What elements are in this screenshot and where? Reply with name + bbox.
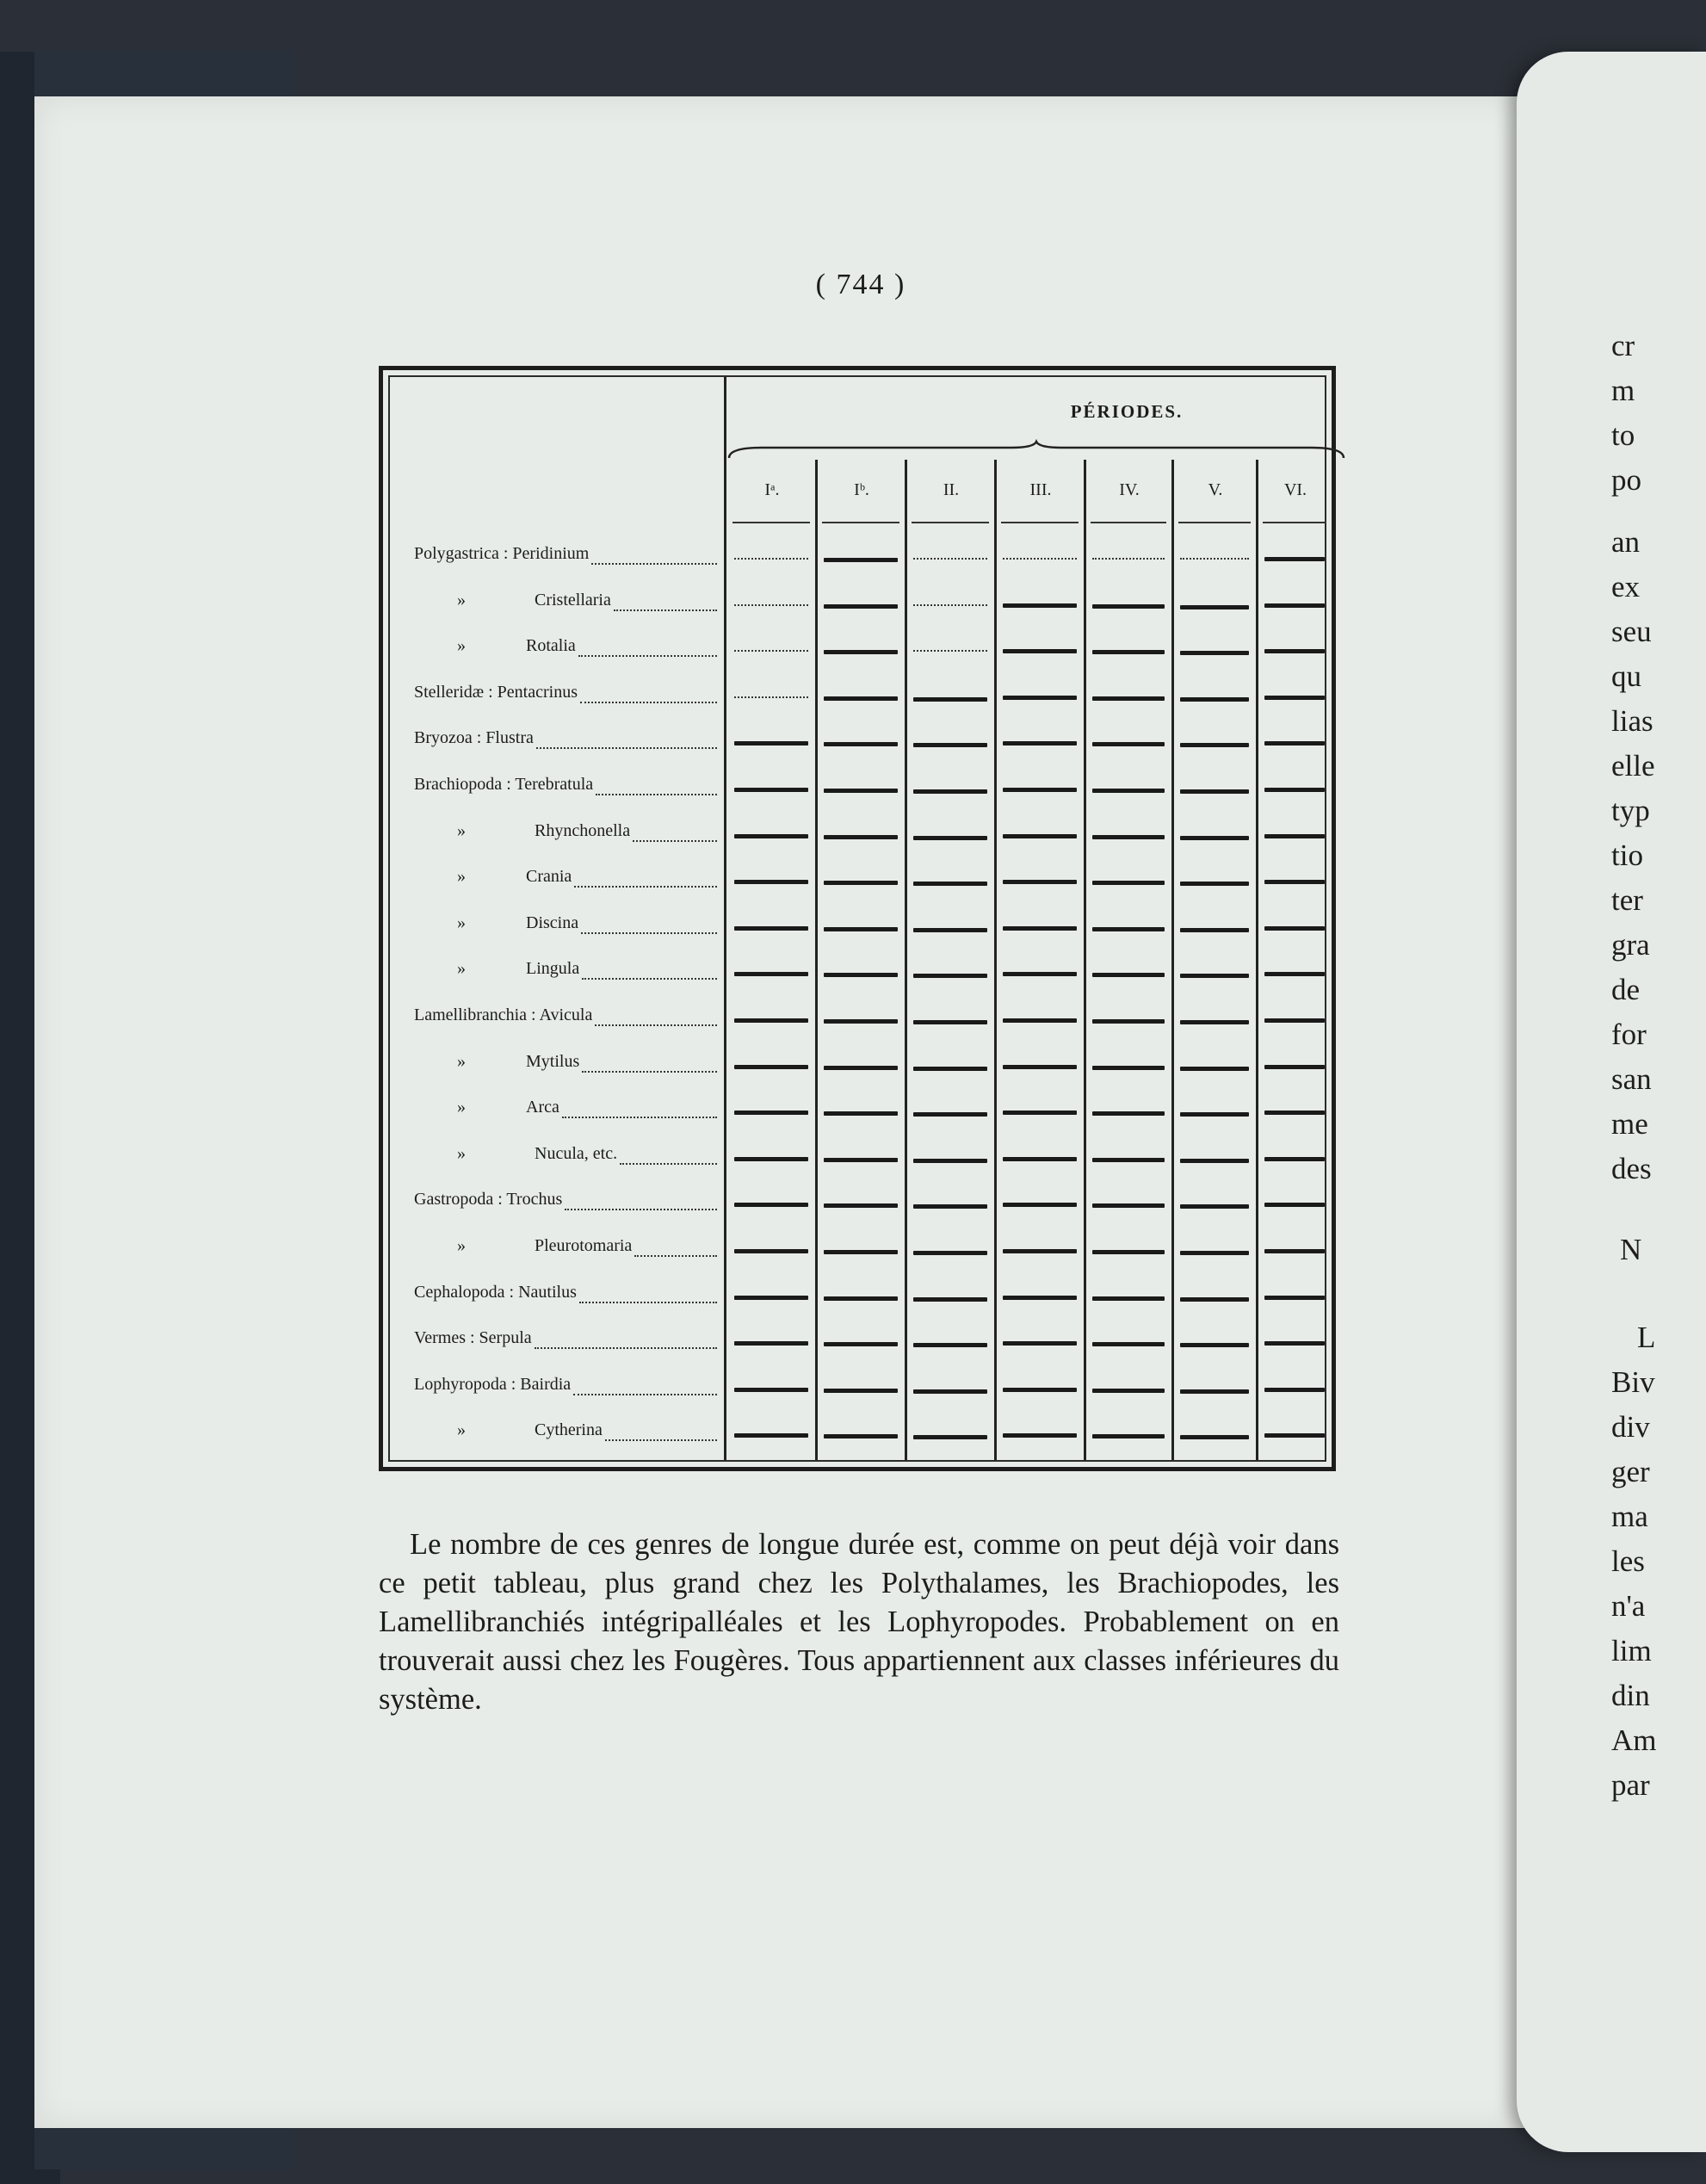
presence-dash xyxy=(1003,1388,1077,1392)
label-column-divider xyxy=(724,377,726,1460)
presence-dash xyxy=(734,1157,808,1161)
facing-page-fragment: de xyxy=(1611,973,1641,1006)
facing-page-fragment: tio xyxy=(1611,838,1643,872)
genus-name-text: Mytilus xyxy=(526,1051,580,1071)
genus-row-label xyxy=(414,867,717,893)
presence-dash xyxy=(1092,1389,1165,1393)
presence-dash xyxy=(824,1296,898,1301)
presence-dash xyxy=(1180,1067,1249,1071)
genus-row-label xyxy=(414,1283,717,1309)
presence-dash xyxy=(1180,605,1249,609)
ditto-mark: » xyxy=(457,867,466,887)
period-column-divider xyxy=(1256,460,1258,1460)
presence-dash xyxy=(913,789,987,794)
presence-dash xyxy=(1180,743,1249,747)
presence-dash xyxy=(1264,603,1325,608)
facing-page-fragment: lim xyxy=(1611,1634,1652,1667)
presence-dash xyxy=(824,1066,898,1070)
presence-dash xyxy=(1264,649,1325,653)
presence-dash xyxy=(1092,1066,1165,1070)
genus-name xyxy=(414,1236,632,1256)
dot-leader xyxy=(581,931,717,934)
presence-dash xyxy=(1180,1435,1249,1439)
period-column-header: IV. xyxy=(1119,480,1140,499)
dot-leader xyxy=(535,1346,717,1349)
ditto-mark: » xyxy=(457,913,466,932)
presence-dash xyxy=(1003,1433,1077,1438)
presence-dash xyxy=(734,1065,808,1069)
period-column-header: III. xyxy=(1029,480,1052,499)
presence-dash xyxy=(1264,1296,1325,1300)
facing-page-fragment: po xyxy=(1611,463,1641,497)
presence-dash xyxy=(1264,1157,1325,1161)
presence-dash xyxy=(913,836,987,840)
genus-row-label xyxy=(414,1420,717,1446)
facing-page-fragment: L xyxy=(1637,1321,1656,1354)
presence-dash xyxy=(913,974,987,978)
period-column-header: V. xyxy=(1208,480,1223,499)
presence-dash xyxy=(1180,1112,1249,1117)
facing-page-fragment: ter xyxy=(1611,883,1643,917)
header-rule xyxy=(1091,522,1166,523)
facing-page-fragment: Am xyxy=(1611,1723,1657,1757)
presence-dash xyxy=(734,741,808,746)
genus-name xyxy=(414,1144,617,1164)
absence-dots xyxy=(913,650,987,652)
genus-name xyxy=(414,867,572,887)
period-column-divider xyxy=(905,460,907,1460)
genus-row-label xyxy=(414,728,717,754)
presence-dash xyxy=(913,1159,987,1163)
presence-dash xyxy=(1003,1249,1077,1253)
period-column-divider xyxy=(994,460,997,1460)
genus-row-label xyxy=(414,1052,717,1078)
book-page-right xyxy=(1517,52,1706,2152)
presence-dash xyxy=(913,882,987,886)
presence-dash xyxy=(1092,1111,1165,1116)
facing-page-fragment: to xyxy=(1611,418,1635,452)
presence-dash xyxy=(1264,557,1325,561)
presence-dash xyxy=(824,927,898,931)
absence-dots xyxy=(734,696,808,698)
presence-dash xyxy=(1180,697,1249,702)
dot-leader xyxy=(605,1438,717,1441)
presence-dash xyxy=(734,972,808,976)
presence-dash xyxy=(734,880,808,884)
genus-name xyxy=(414,1052,579,1072)
dot-leader xyxy=(614,609,717,611)
presence-dash xyxy=(824,1342,898,1346)
facing-page-fragment: lias xyxy=(1611,704,1653,738)
presence-dash xyxy=(1180,789,1249,794)
presence-dash xyxy=(913,1343,987,1347)
genus-row-label xyxy=(414,1190,717,1216)
genus-row-label xyxy=(414,1144,717,1170)
genus-name xyxy=(414,821,630,841)
genus-row-label xyxy=(414,1328,717,1354)
presence-dash xyxy=(913,1389,987,1394)
presence-dash xyxy=(1180,1159,1249,1163)
header-rule xyxy=(1178,522,1251,523)
page-number: ( 744 ) xyxy=(815,269,906,300)
absence-dots xyxy=(1092,558,1165,560)
presence-dash xyxy=(1003,1111,1077,1115)
header-rule xyxy=(732,522,810,523)
dot-leader xyxy=(591,562,717,565)
presence-dash xyxy=(1092,835,1165,839)
presence-dash xyxy=(824,558,898,562)
presence-dash xyxy=(1180,836,1249,840)
facing-page-fragment: m xyxy=(1611,374,1635,407)
presence-dash xyxy=(734,1388,808,1392)
genus-row-label xyxy=(414,636,717,662)
absence-dots xyxy=(913,558,987,560)
presence-dash xyxy=(1092,604,1165,609)
absence-dots xyxy=(1180,558,1249,560)
presence-dash xyxy=(824,1203,898,1208)
presence-dash xyxy=(1264,1388,1325,1392)
presence-dash xyxy=(1092,1434,1165,1438)
ditto-mark: » xyxy=(457,820,466,840)
facing-page-fragment: qu xyxy=(1611,659,1641,693)
genus-name: Brachiopoda : Terebratula xyxy=(414,775,594,794)
period-column-divider xyxy=(815,460,818,1460)
genus-name: Lamellibranchia : Avicula xyxy=(414,1005,593,1024)
presence-dash xyxy=(1092,1019,1165,1024)
presence-dash xyxy=(913,1204,987,1209)
presence-dash xyxy=(913,1435,987,1439)
presence-dash xyxy=(824,742,898,746)
ditto-mark: » xyxy=(457,1420,466,1440)
presence-dash xyxy=(824,1019,898,1024)
presence-dash xyxy=(1003,603,1077,608)
genus-name-text: Discina xyxy=(526,913,579,932)
genus-name-text: Crania xyxy=(526,867,572,887)
presence-dash xyxy=(1180,974,1249,978)
presence-dash xyxy=(1180,1020,1249,1024)
ditto-mark: » xyxy=(457,1098,466,1117)
genus-name: Stelleridæ : Pentacrinus xyxy=(414,682,578,702)
presence-dash xyxy=(734,1341,808,1346)
absence-dots xyxy=(913,604,987,606)
dot-leader xyxy=(565,1208,717,1210)
presence-dash xyxy=(1003,1203,1077,1207)
presence-dash xyxy=(913,743,987,747)
presence-dash xyxy=(734,788,808,792)
presence-dash xyxy=(1092,927,1165,931)
period-column-header: Iᵇ. xyxy=(854,480,869,499)
dot-leader xyxy=(582,1070,717,1073)
genus-name-text: Nucula, etc. xyxy=(535,1143,618,1163)
facing-page-fragment: div xyxy=(1611,1410,1650,1444)
genus-name xyxy=(414,1420,603,1440)
dot-leader xyxy=(634,1254,717,1257)
presence-dash xyxy=(1180,1297,1249,1302)
presence-dash xyxy=(913,1067,987,1071)
presence-dash xyxy=(1003,880,1077,884)
presence-dash xyxy=(1092,1342,1165,1346)
absence-dots xyxy=(734,558,808,560)
presence-dash xyxy=(1180,1204,1249,1209)
presence-dash xyxy=(1092,789,1165,793)
presence-dash xyxy=(824,1111,898,1116)
presence-dash xyxy=(913,1020,987,1024)
presence-dash xyxy=(1003,788,1077,792)
genus-name xyxy=(414,636,576,656)
table-heading: PÉRIODES. xyxy=(1070,401,1184,422)
facing-page-fragment: me xyxy=(1611,1107,1648,1141)
period-column-header: II. xyxy=(943,480,960,499)
genus-name: Lophyropoda : Bairdia xyxy=(414,1374,572,1394)
genus-name: Bryozoa : Flustra xyxy=(414,728,534,748)
genus-name-text: Cytherina xyxy=(535,1420,603,1440)
genus-name xyxy=(414,959,579,979)
presence-dash xyxy=(734,1203,808,1207)
facing-page-fragment: n'a xyxy=(1611,1589,1646,1623)
facing-page-fragment: elle xyxy=(1611,749,1655,783)
facing-page-fragment: ma xyxy=(1611,1500,1648,1533)
presence-dash xyxy=(1003,1341,1077,1346)
presence-dash xyxy=(824,973,898,977)
genus-row-label xyxy=(414,1375,717,1401)
presence-dash xyxy=(1264,1111,1325,1115)
presence-dash xyxy=(1003,834,1077,838)
table-inner-border xyxy=(388,375,1326,1462)
presence-dash xyxy=(913,928,987,932)
genus-row-label xyxy=(414,821,717,847)
genus-name: Gastropoda : Trochus xyxy=(414,1190,563,1210)
genus-row-label xyxy=(414,1005,717,1031)
presence-dash xyxy=(824,1158,898,1162)
dot-leader xyxy=(582,977,717,980)
presence-dash xyxy=(1092,1203,1165,1208)
absence-dots xyxy=(734,650,808,652)
ditto-mark: » xyxy=(457,590,466,609)
presence-dash xyxy=(1264,1249,1325,1253)
genus-row-label xyxy=(414,959,717,985)
presence-dash xyxy=(1264,1065,1325,1069)
dot-leader xyxy=(574,885,717,888)
presence-dash xyxy=(1003,926,1077,931)
period-column-header: VI. xyxy=(1283,480,1307,499)
genus-name: Vermes : Serpula xyxy=(414,1328,532,1348)
presence-dash xyxy=(1003,972,1077,976)
presence-dash xyxy=(1264,972,1325,976)
facing-page-fragment: cr xyxy=(1611,329,1635,362)
presence-dash xyxy=(1180,1251,1249,1255)
periods-brace xyxy=(727,441,1345,460)
facing-page-fragment: din xyxy=(1611,1679,1650,1712)
dot-leader xyxy=(536,746,717,749)
presence-dash xyxy=(1264,1203,1325,1207)
presence-dash xyxy=(734,834,808,838)
genus-row-label xyxy=(414,913,717,939)
genus-name-text: Lingula xyxy=(526,959,580,979)
facing-page-fragment: les xyxy=(1611,1544,1645,1578)
presence-dash xyxy=(1092,881,1165,885)
presence-dash xyxy=(734,1111,808,1115)
presence-dash xyxy=(1264,741,1325,746)
presence-dash xyxy=(1264,880,1325,884)
genus-row-label xyxy=(414,683,717,708)
presence-dash xyxy=(1003,1296,1077,1300)
facing-page-fragment: typ xyxy=(1611,794,1650,827)
presence-dash xyxy=(1092,650,1165,654)
paragraph-text: Le nombre de ces genres de longue durée est, comme on peut déjà voir dans ce petit tableau, plus grand chez les Polythalames, les Brachiopodes, les Lamellibranchiés intégripalléales et les Lophyropodes. Probablement on en trouverait aussi chez les Fougères. Tous appartiennent aux classes inférieures du système. xyxy=(379,1528,1339,1716)
presence-dash xyxy=(1092,1296,1165,1301)
dot-leader xyxy=(633,839,717,842)
presence-dash xyxy=(1003,1157,1077,1161)
genus-row-label xyxy=(414,1098,717,1123)
genus-name-text: Cristellaria xyxy=(535,590,611,609)
presence-dash xyxy=(1003,696,1077,700)
genus-name-text: Pleurotomaria xyxy=(535,1236,633,1255)
presence-dash xyxy=(1180,928,1249,932)
presence-dash xyxy=(734,1249,808,1253)
presence-dash xyxy=(1092,1158,1165,1162)
genus-name-text: Rotalia xyxy=(526,636,576,656)
presence-dash xyxy=(1264,834,1325,838)
genus-row-label xyxy=(414,1236,717,1262)
presence-dash xyxy=(1264,1341,1325,1346)
presence-dash xyxy=(734,1296,808,1300)
presence-dash xyxy=(913,1251,987,1255)
absence-dots xyxy=(734,604,808,606)
period-column-header: Iᵃ. xyxy=(764,480,780,499)
dot-leader xyxy=(578,654,717,657)
periods-table xyxy=(379,366,1336,1471)
presence-dash xyxy=(824,789,898,793)
genus-name: Polygastrica : Peridinium xyxy=(414,544,590,563)
presence-dash xyxy=(913,697,987,702)
body-paragraph xyxy=(379,1525,1339,1719)
genus-name xyxy=(414,591,611,610)
presence-dash xyxy=(824,1434,898,1438)
facing-page-fragment: gra xyxy=(1611,928,1650,962)
presence-dash xyxy=(824,696,898,701)
presence-dash xyxy=(1092,973,1165,977)
facing-page-fragment: san xyxy=(1611,1062,1652,1096)
presence-dash xyxy=(1003,741,1077,746)
dot-leader xyxy=(562,1116,717,1118)
period-column-divider xyxy=(1171,460,1174,1460)
ditto-mark: » xyxy=(457,1051,466,1071)
presence-dash xyxy=(1264,1018,1325,1023)
genus-name: Cephalopoda : Nautilus xyxy=(414,1282,577,1302)
absence-dots xyxy=(1003,558,1077,560)
genus-row-label xyxy=(414,591,717,616)
facing-page-fragment: par xyxy=(1611,1768,1650,1802)
header-rule xyxy=(1263,522,1326,523)
dot-leader xyxy=(573,1393,717,1395)
genus-row-label xyxy=(414,775,717,801)
presence-dash xyxy=(1003,1018,1077,1023)
ditto-mark: » xyxy=(457,959,466,979)
presence-dash xyxy=(1003,649,1077,653)
dot-leader xyxy=(579,1301,717,1303)
header-rule xyxy=(822,522,899,523)
presence-dash xyxy=(824,604,898,609)
facing-page-fragment: Biv xyxy=(1611,1365,1655,1399)
ditto-mark: » xyxy=(457,1143,466,1163)
presence-dash xyxy=(1180,651,1249,655)
genus-row-label xyxy=(414,544,717,570)
presence-dash xyxy=(824,1389,898,1393)
presence-dash xyxy=(1180,882,1249,886)
header-rule xyxy=(912,522,989,523)
genus-name xyxy=(414,913,578,933)
presence-dash xyxy=(913,1112,987,1117)
presence-dash xyxy=(913,1297,987,1302)
facing-page-fragment: an xyxy=(1611,525,1641,559)
facing-page-fragment: ger xyxy=(1611,1455,1650,1488)
dot-leader xyxy=(620,1162,717,1165)
genus-name-text: Arca xyxy=(526,1098,559,1117)
ditto-mark: » xyxy=(457,636,466,656)
dot-leader xyxy=(580,701,717,703)
presence-dash xyxy=(1092,1250,1165,1254)
presence-dash xyxy=(1092,696,1165,701)
dot-leader xyxy=(596,793,717,795)
ditto-mark: » xyxy=(457,1236,466,1255)
genus-name-text: Rhynchonella xyxy=(535,820,631,840)
presence-dash xyxy=(1180,1389,1249,1394)
presence-dash xyxy=(734,1018,808,1023)
presence-dash xyxy=(824,881,898,885)
presence-dash xyxy=(1264,788,1325,792)
presence-dash xyxy=(734,926,808,931)
facing-page-fragment: ex xyxy=(1611,570,1641,603)
presence-dash xyxy=(824,835,898,839)
presence-dash xyxy=(1003,1065,1077,1069)
dot-leader xyxy=(595,1024,717,1026)
facing-page-fragment: seu xyxy=(1611,615,1652,648)
presence-dash xyxy=(1264,926,1325,931)
facing-page-fragment: N xyxy=(1620,1233,1642,1266)
presence-dash xyxy=(734,1433,808,1438)
genus-name xyxy=(414,1098,559,1117)
facing-page-fragment: for xyxy=(1611,1018,1647,1051)
presence-dash xyxy=(824,1250,898,1254)
presence-dash xyxy=(1264,1433,1325,1438)
presence-dash xyxy=(1092,742,1165,746)
facing-page-fragment: des xyxy=(1611,1152,1652,1185)
header-rule xyxy=(1001,522,1079,523)
presence-dash xyxy=(1264,696,1325,700)
presence-dash xyxy=(1180,1343,1249,1347)
period-column-divider xyxy=(1084,460,1086,1460)
presence-dash xyxy=(824,650,898,654)
